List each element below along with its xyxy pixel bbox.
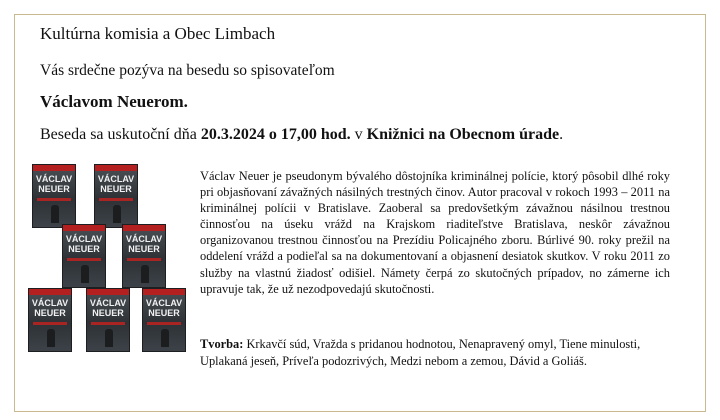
cover-title-bar [147, 322, 181, 325]
event-suffix: . [559, 126, 564, 143]
cover-author-last: NEUER [128, 244, 160, 254]
cover-band [143, 289, 185, 295]
event-details [40, 126, 563, 144]
event-prefix: Beseda sa uskutoční dňa [40, 126, 201, 143]
book-cover [122, 224, 166, 288]
cover-author-last: NEUER [38, 184, 70, 194]
cover-figure [51, 205, 59, 223]
guest-name: Václavom Neuerom. [40, 92, 188, 111]
author-biography: Václav Neuer je pseudonym bývalého dôstojníka kriminálnej polície, ktorý pôsobil dlhé roky pri objasňovaní závažných násilných trestných činov. Autor pracoval v rokoch 1993 – 2011 na kriminálnej polícii v Bratislave. Zaoberal sa predovšetkým závažnou násilnou trestnou činnosťou na úseku vrážd na Krajskom riaditeľstve Bratislava, neskôr závažnou organizovanou trestnou činnosťou na Prezídiu Policajného zboru. Búrlivé 90. roky prežil na oddelení vrážd a podieľal sa na dokumentovaní a objasnení desiatok skutkov. V roku 2011 zo služby na vlastnú žiadosť odišiel. Námety čerpá zo skutočných prípadov, no zámerne ich upravuje tak, že už nezodpovedajú skutočnosti. [200, 169, 670, 296]
event-middle: v [350, 126, 367, 143]
cover-author-last: NEUER [68, 244, 100, 254]
cover-author-last: NEUER [92, 308, 124, 318]
cover-figure [81, 265, 89, 283]
event-datetime: 20.3.2024 o 17,00 hod. [200, 126, 351, 143]
cover-figure [141, 265, 149, 283]
book-cover [32, 164, 76, 228]
book-cover [142, 288, 186, 352]
cover-band [29, 289, 71, 295]
cover-figure [105, 329, 113, 347]
cover-title-bar [99, 198, 133, 201]
book-cover [94, 164, 138, 228]
cover-author-first: VÁCLAV [35, 174, 73, 184]
cover-author-first: VÁCLAV [125, 234, 163, 244]
cover-figure [47, 329, 55, 347]
cover-band [87, 289, 129, 295]
cover-author-last: NEUER [148, 308, 180, 318]
cover-band [33, 165, 75, 171]
cover-figure [161, 329, 169, 347]
cover-title-bar [37, 198, 71, 201]
cover-author-last: NEUER [34, 308, 66, 318]
cover-title-bar [91, 322, 125, 325]
works-list [200, 336, 670, 369]
cover-figure [113, 205, 121, 223]
cover-band [63, 225, 105, 231]
works-label: Tvorba: [200, 337, 244, 351]
works-titles: Krkavčí súd, Vražda s pridanou hodnotou, Nenapravený omyl, Tiene minulosti, Uplakaná jeseň, Príveľa podozrivých, Medzi nebom a zemou, Dávid a Goliáš. [200, 337, 641, 368]
event-place: Knižnici na Obecnom úrade [366, 126, 560, 143]
cover-author-first: VÁCLAV [145, 298, 183, 308]
cover-title-bar [33, 322, 67, 325]
cover-author-first: VÁCLAV [89, 298, 127, 308]
book-cover [28, 288, 72, 352]
cover-title-bar [67, 258, 101, 261]
cover-title-bar [127, 258, 161, 261]
cover-author-last: NEUER [100, 184, 132, 194]
invitation-line: Vás srdečne pozýva na besedu so spisovateľom [40, 62, 335, 79]
organizer-line: Kultúrna komisia a Obec Limbach [40, 24, 276, 43]
cover-author-first: VÁCLAV [97, 174, 135, 184]
cover-band [95, 165, 137, 171]
book-cover [86, 288, 130, 352]
book-cover [62, 224, 106, 288]
book-covers-collage [28, 160, 192, 360]
cover-author-first: VÁCLAV [31, 298, 69, 308]
cover-author-first: VÁCLAV [65, 234, 103, 244]
cover-band [123, 225, 165, 231]
